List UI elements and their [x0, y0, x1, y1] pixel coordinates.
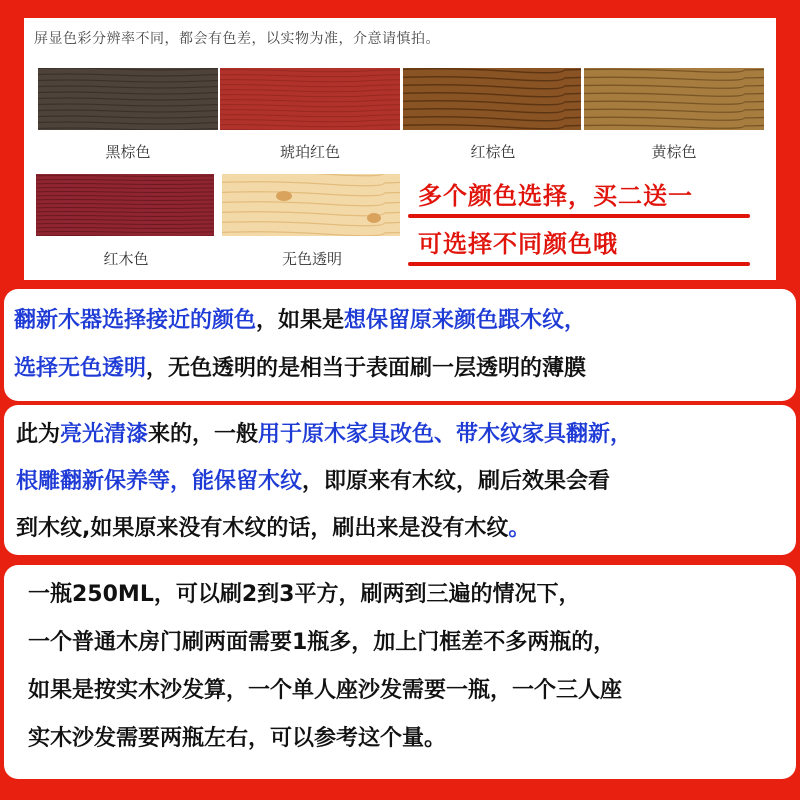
swatch-label-amber-red: 琥珀红色: [279, 143, 340, 161]
card2-line-3: [16, 511, 800, 542]
promo-underline: [408, 262, 750, 266]
card1-text: ，如果是: [256, 308, 345, 333]
promo-line-1: 多个颜色选择，买二送一: [418, 182, 693, 210]
card2-text: 此为: [16, 422, 61, 447]
card1-text: ，无色透明的是相当于表面刷一层透明的薄膜: [146, 356, 587, 381]
swatch-label-mahogany: 红木色: [103, 250, 149, 268]
swatch-label-clear: 无色透明: [281, 250, 342, 268]
swatch-clear: [222, 174, 400, 236]
swatch-black-brown: [38, 68, 218, 130]
swatch-label-red-brown: 红棕色: [470, 143, 516, 161]
swatch-yellow-brown: [584, 68, 764, 130]
card2-highlight: 。: [508, 516, 531, 541]
card2-highlight: 用于原木家具改色、带木纹家具翻新，: [258, 422, 633, 447]
card3-line-3: 如果是按实木沙发算，一个单人座沙发需要一瓶，一个三人座: [28, 678, 623, 703]
card2-highlight: 根雕翻新保养等，能保留木纹: [16, 469, 303, 494]
card1-highlight: 选择无色透明: [14, 356, 147, 381]
card1-highlight: 想保留原来颜色跟木纹，: [344, 308, 587, 333]
card3-line-2: 一个普通木房门刷两面需要1瓶多，加上门框差不多两瓶的，: [28, 630, 616, 655]
card1-highlight: 翻新木器选择接近的颜色: [14, 308, 257, 333]
card2-line-2: [16, 464, 800, 495]
card1-line-1: [14, 303, 800, 334]
swatch-mahogany: [36, 174, 214, 236]
promo-box: [402, 172, 758, 268]
info-card-product-desc: [4, 405, 796, 555]
swatch-amber-red: [220, 68, 400, 130]
knot: [276, 191, 292, 201]
swatch-label-yellow-brown: 黄棕色: [651, 143, 697, 161]
promo-line-2: 可选择不同颜色哦: [418, 230, 618, 258]
swatch-label-black-brown: 黑棕色: [105, 143, 151, 161]
card2-line-1: [16, 417, 800, 448]
knot: [367, 213, 381, 223]
card2-text: ，即原来有木纹，刷后效果会看: [302, 469, 611, 494]
color-chart-panel: [24, 18, 776, 280]
info-card-coverage: [4, 565, 796, 779]
promo-underline: [408, 214, 750, 218]
card2-text: 来的，一般: [148, 422, 259, 447]
info-card-color-choice: [4, 289, 796, 401]
swatch-red-brown: [403, 68, 581, 130]
card3-line-1: 一瓶250ML，可以刷2到3平方，刷两到三遍的情况下，: [28, 582, 581, 607]
card1-line-2: [14, 351, 800, 382]
card2-highlight: 亮光清漆: [60, 422, 149, 447]
card3-line-4: 实木沙发需要两瓶左右，可以参考这个量。: [28, 726, 447, 751]
disclaimer-text: 屏显色彩分辨率不同，都会有色差，以实物为准，介意请慎拍。: [34, 31, 440, 47]
card2-text: 到木纹,如果原来没有木纹的话，刷出来是没有木纹: [16, 516, 509, 541]
